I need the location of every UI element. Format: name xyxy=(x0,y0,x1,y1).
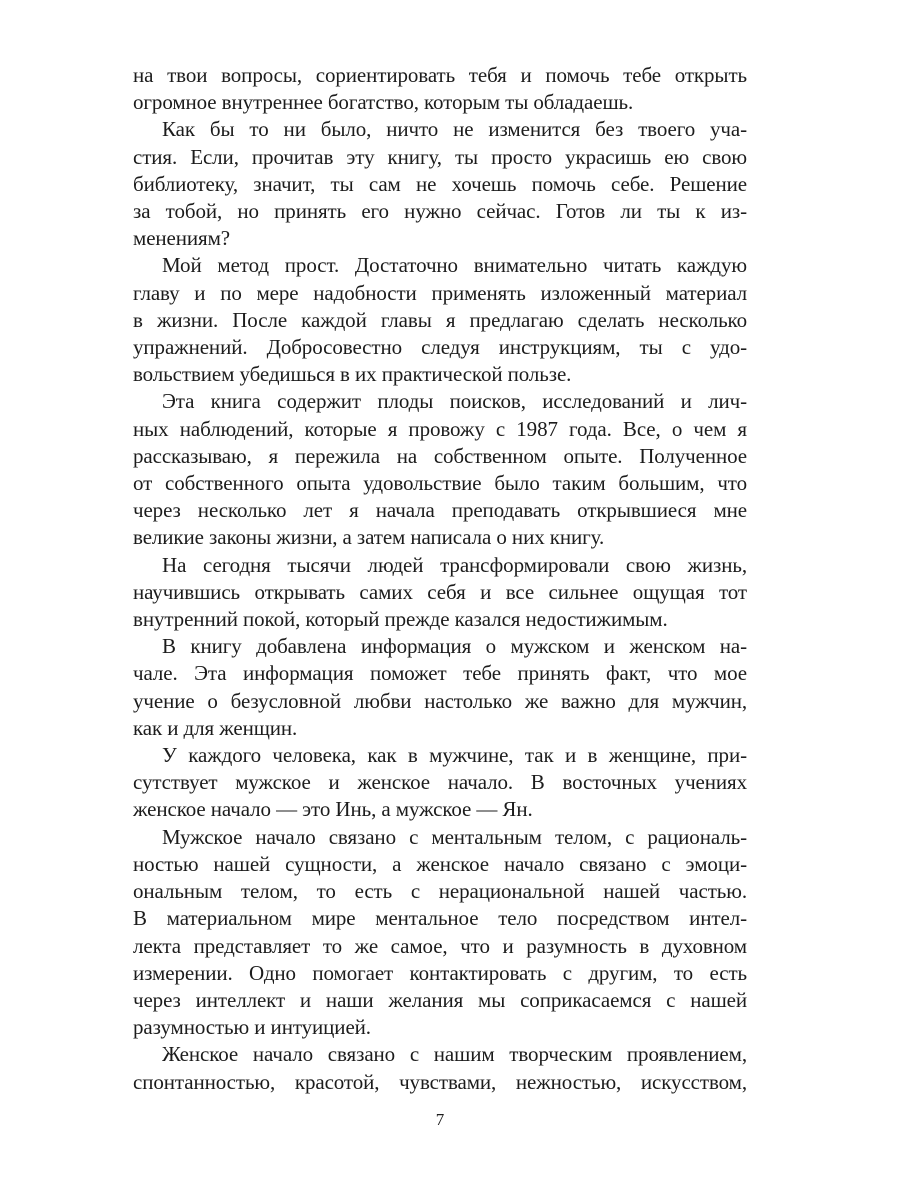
text-line: ностью нашей сущности, а женское начало связано с эмоци- xyxy=(133,851,747,876)
paragraph xyxy=(133,824,747,1042)
paragraph xyxy=(133,388,747,551)
paragraph xyxy=(133,116,747,252)
text-line: Эта книга содержит плоды поисков, исследований и лич- xyxy=(162,389,747,414)
page-text-block xyxy=(133,62,747,1096)
text-line: На сегодня тысячи людей трансформировали свою жизнь, xyxy=(162,552,747,577)
text-line: У каждого человека, как в мужчине, так и в женщине, при- xyxy=(162,743,747,768)
paragraph xyxy=(133,62,747,116)
text-line: главу и по мере надобности применять изложенный материал xyxy=(133,280,747,305)
text-line: Как бы то ни было, ничто не изменится без твоего уча- xyxy=(162,117,747,142)
text-line: рассказываю, я пережила на собственном опыте. Полученное xyxy=(133,443,747,468)
text-line: от собственного опыта удовольствие было таким большим, что xyxy=(133,471,747,496)
paragraph xyxy=(133,552,747,634)
text-line: огромное внутреннее богатство, которым ты обладаешь. xyxy=(133,90,634,115)
text-line: Женское начало связано с нашим творческим проявлением, xyxy=(162,1042,747,1067)
text-line: ных наблюдений, которые я провожу с 1987 года. Все, о чем я xyxy=(133,416,747,441)
text-line: на твои вопросы, сориентировать тебя и помочь тебе открыть xyxy=(133,63,747,87)
text-line: внутренний покой, который прежде казался недостижимым. xyxy=(133,607,668,632)
text-line: библиотеку, значит, ты сам не хочешь помочь себе. Решение xyxy=(133,171,747,196)
text-line: через несколько лет я начала преподавать открывшиеся мне xyxy=(133,498,747,523)
text-line: Мой метод прост. Достаточно внимательно читать каждую xyxy=(162,253,747,278)
text-line: вольствием убедишься в их практической пользе. xyxy=(133,362,572,387)
paragraph xyxy=(133,742,747,824)
text-line: сутствует мужское и женское начало. В восточных учениях xyxy=(133,770,747,795)
text-line: чале. Эта информация поможет тебе принять факт, что мое xyxy=(133,661,747,686)
text-line: учение о безусловной любви настолько же важно для мужчин, xyxy=(133,688,747,713)
text-line: разумностью и интуицией. xyxy=(133,1015,371,1040)
text-line: спонтанностью, красотой, чувствами, нежностью, искусством, xyxy=(133,1069,747,1094)
paragraph xyxy=(133,1041,747,1095)
page-number: 7 xyxy=(435,1110,445,1129)
text-line: за тобой, но принять его нужно сейчас. Готов ли ты к из- xyxy=(133,199,747,224)
text-line: женское начало — это Инь, а мужское — Ян. xyxy=(133,797,533,822)
text-line: как и для женщин. xyxy=(133,715,298,740)
text-line: ональным телом, то есть с нерациональной нашей частью. xyxy=(133,879,747,904)
text-line: менениям? xyxy=(133,226,231,251)
text-line: В книгу добавлена информация о мужском и женском на- xyxy=(162,634,747,659)
paragraph xyxy=(133,633,747,742)
text-line: великие законы жизни, а затем написала о них книгу. xyxy=(133,525,605,550)
text-line: лекта представляет то же самое, что и разумность в духовном xyxy=(133,933,747,958)
text-line: в жизни. После каждой главы я предлагаю сделать несколько xyxy=(133,307,747,332)
text-line: измерении. Одно помогает контактировать с другим, то есть xyxy=(133,960,747,985)
text-line: В материальном мире ментальное тело посредством интел- xyxy=(133,906,747,931)
text-line: упражнений. Добросовестно следуя инструкциям, ты с удо- xyxy=(133,335,747,360)
text-line: Мужское начало связано с ментальным телом, с рациональ- xyxy=(162,824,747,849)
text-line: стия. Если, прочитав эту книгу, ты просто украсишь ею свою xyxy=(133,144,747,169)
text-line: научившись открывать самих себя и все сильнее ощущая тот xyxy=(133,579,747,604)
paragraph xyxy=(133,252,747,388)
text-line: через интеллект и наши желания мы соприкасаемся с нашей xyxy=(133,987,747,1012)
